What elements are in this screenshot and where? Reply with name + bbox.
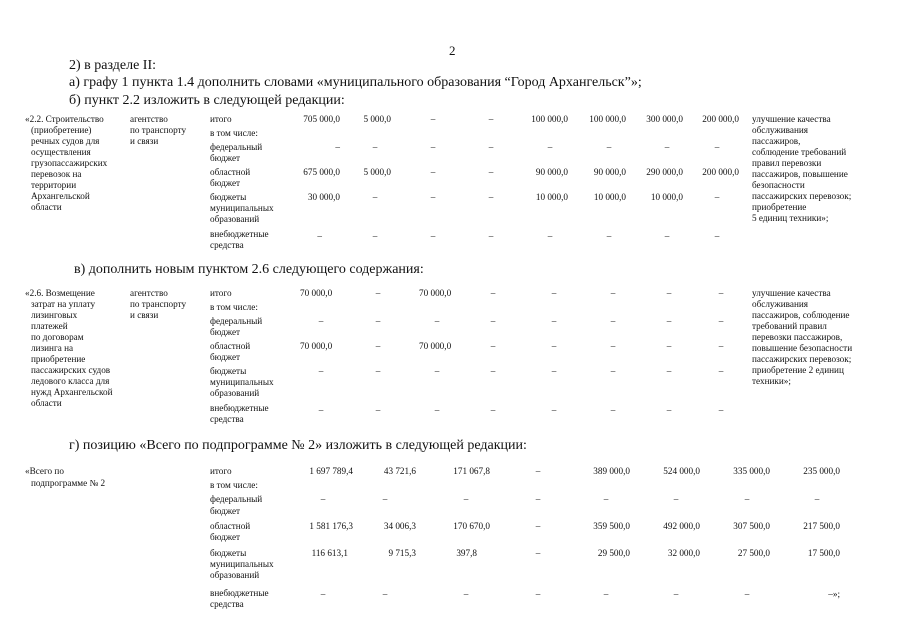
table-cell: – — [714, 192, 720, 202]
result-line: пассажирских перевозок; — [752, 354, 852, 364]
table-cell: – — [434, 405, 440, 415]
table-cell: 307 500,0 — [733, 521, 770, 531]
source-regional: бюджет — [210, 178, 241, 188]
table-cell: – — [430, 114, 436, 124]
source-extrabudget: внебюджетные — [210, 588, 269, 598]
table-cell: 70 000,0 — [419, 341, 452, 351]
table-cell: – — [490, 366, 496, 376]
source-federal: федеральный — [210, 494, 263, 504]
heading-section-2: 2) в разделе II: — [69, 58, 157, 73]
table-cell: 359 500,0 — [593, 521, 630, 531]
source-regional: бюджет — [210, 352, 241, 362]
table-cell: 9 715,3 — [388, 548, 416, 558]
item-name-line: платежей — [31, 321, 68, 331]
table-cell: – — [488, 142, 494, 152]
table-cell: 17 500,0 — [807, 548, 840, 558]
table-cell: – — [666, 316, 672, 326]
table-cell: – — [610, 366, 616, 376]
table-cell: – — [610, 341, 616, 351]
table-cell: 32 000,0 — [667, 548, 700, 558]
table-cell: – — [666, 288, 672, 298]
source-federal: бюджет — [210, 153, 241, 163]
table-cell: – — [372, 142, 378, 152]
table-cell: – — [718, 341, 724, 351]
table-cell: 524 000,0 — [663, 466, 700, 476]
source-municipal: муниципальных — [210, 377, 274, 387]
result-line: повышение безопасности — [752, 343, 853, 353]
table-cell: – — [714, 231, 720, 241]
source-regional: областной — [210, 521, 251, 531]
source-extrabudget: внебюджетные — [210, 403, 269, 413]
table-cell: – — [714, 142, 720, 152]
result-line: техники»; — [752, 376, 791, 386]
table-cell: – — [551, 316, 557, 326]
source-extrabudget: внебюджетные — [210, 229, 269, 239]
table-cell: – — [718, 316, 724, 326]
source-municipal: образований — [210, 570, 260, 580]
page-number: 2 — [449, 43, 456, 58]
table-cell: – — [375, 366, 381, 376]
item-name-line: (приобретение) — [31, 125, 92, 135]
item-name-line: «2.2. Строительство — [25, 114, 104, 124]
source-municipal: образований — [210, 214, 260, 224]
table-cell: – — [744, 494, 750, 504]
table-cell: 34 006,3 — [383, 521, 416, 531]
table-cell: – — [718, 405, 724, 415]
source-itogo: итого — [210, 288, 232, 298]
item-name-line: Архангельской — [31, 191, 90, 201]
table-cell: 217 500,0 — [803, 521, 840, 531]
table-cell: – — [814, 494, 820, 504]
executor-line: по транспорту — [130, 299, 187, 309]
source-extrabudget: средства — [210, 599, 244, 609]
item-name-line: «2.6. Возмещение — [25, 288, 95, 298]
source-municipal: муниципальных — [210, 559, 274, 569]
result-line: пассажирских перевозок; — [752, 191, 852, 201]
table-cell: – — [551, 366, 557, 376]
source-itogo: итого — [210, 114, 232, 124]
table-cell: – — [664, 142, 670, 152]
source-federal: бюджет — [210, 506, 241, 516]
source-itogo: итого — [210, 466, 232, 476]
table-cell: – — [382, 589, 388, 599]
item-name-line: «Всего по — [25, 466, 64, 476]
table-cell: – — [372, 231, 378, 241]
table-cell: 235 000,0 — [803, 466, 840, 476]
result-line: правил перевозки — [752, 158, 822, 168]
table-cell: 90 000,0 — [535, 167, 568, 177]
table-cell: – — [430, 167, 436, 177]
table-cell: 5 000,0 — [363, 167, 391, 177]
table-cell: 1 581 176,3 — [309, 521, 353, 531]
item-name-line: области — [31, 398, 62, 408]
table-cell: – — [430, 142, 436, 152]
table-cell: – — [490, 341, 496, 351]
table-cell: – — [430, 231, 436, 241]
source-municipal: образований — [210, 388, 260, 398]
table-cell: 100 000,0 — [589, 114, 626, 124]
table-cell: – — [610, 316, 616, 326]
result-line: пассажиров, повышение — [752, 169, 848, 179]
table-cell: – — [434, 366, 440, 376]
table-cell: 27 500,0 — [737, 548, 770, 558]
result-line: пассажиров, — [752, 136, 801, 146]
table-cell: – — [463, 589, 469, 599]
table-cell: – — [744, 589, 750, 599]
source-regional: бюджет — [210, 532, 241, 542]
table-cell: – — [535, 494, 541, 504]
table-cell: – — [488, 231, 494, 241]
table-cell: 389 000,0 — [593, 466, 630, 476]
table-cell: – — [551, 405, 557, 415]
table-cell: – — [535, 589, 541, 599]
item-name-line: нужд Архангельской — [31, 387, 113, 397]
executor-line: агентство — [130, 288, 168, 298]
table-cell: – — [535, 521, 541, 531]
item-name-line: пассажирских судов — [31, 365, 111, 375]
result-line: улучшение качества — [752, 288, 831, 298]
table-cell: – — [488, 167, 494, 177]
result-line: приобретение 2 единиц — [752, 365, 844, 375]
table-cell: 10 000,0 — [535, 192, 568, 202]
heading-item-v: в) дополнить новым пунктом 2.6 следующего содержания: — [74, 262, 424, 277]
table-cell: 100 000,0 — [531, 114, 568, 124]
executor-line: агентство — [130, 114, 168, 124]
table-cell: 200 000,0 — [702, 114, 739, 124]
table-cell: 397,8 — [456, 548, 477, 558]
executor-line: и связи — [130, 136, 159, 146]
table-cell: 30 000,0 — [307, 192, 340, 202]
table-cell: – — [535, 548, 541, 558]
table-cell: – — [375, 316, 381, 326]
item-name-line: грузопассажирских — [31, 158, 108, 168]
table-cell: 10 000,0 — [593, 192, 626, 202]
table-cell: – — [603, 494, 609, 504]
table-cell: – — [490, 405, 496, 415]
table-cell: 170 670,0 — [453, 521, 490, 531]
table-cell: 1 697 789,4 — [309, 466, 353, 476]
table-cell: – — [372, 192, 378, 202]
table-cell: – — [320, 589, 326, 599]
item-name-line: территории — [31, 180, 77, 190]
source-incl: в том числе: — [210, 128, 258, 138]
item-name-line: ледового класса для — [31, 376, 110, 386]
item-name-line: подпрограмме № 2 — [31, 478, 106, 488]
table-cell: 70 000,0 — [300, 341, 333, 351]
table-cell: – — [547, 142, 553, 152]
table-cell: – — [434, 316, 440, 326]
table-cell: 705 000,0 — [303, 114, 340, 124]
table-cell: – — [375, 341, 381, 351]
table-cell: 29 500,0 — [597, 548, 630, 558]
result-line: 5 единиц техники»; — [752, 213, 829, 223]
result-line: пассажиров, соблюдение — [752, 310, 850, 320]
result-line: обслуживания — [752, 299, 809, 309]
table-cell: – — [335, 142, 340, 152]
table-cell: – — [535, 466, 541, 476]
table-cell: 492 000,0 — [663, 521, 700, 531]
table-cell: – — [718, 288, 724, 298]
item-name-line: лизинга на — [31, 343, 74, 353]
table-cell: 116 613,1 — [311, 548, 348, 558]
table-cell: – — [488, 114, 494, 124]
table-cell: – — [664, 231, 670, 241]
source-municipal: бюджеты — [210, 548, 247, 558]
executor-line: и связи — [130, 310, 159, 320]
item-name-line: области — [31, 202, 62, 212]
item-name-line: перевозок на — [31, 169, 82, 179]
table-cell: – — [547, 231, 553, 241]
source-extrabudget: средства — [210, 240, 244, 250]
item-name-line: по договорам — [31, 332, 84, 342]
item-name-line: лизинговых — [31, 310, 78, 320]
table-cell: 335 000,0 — [733, 466, 770, 476]
source-incl: в том числе: — [210, 480, 258, 490]
table-cell: 5 000,0 — [363, 114, 391, 124]
table-cell: – — [490, 288, 496, 298]
table-cell: 70 000,0 — [300, 288, 333, 298]
source-federal: федеральный — [210, 316, 263, 326]
table-cell: 300 000,0 — [646, 114, 683, 124]
result-line: соблюдение требований — [752, 147, 847, 157]
result-line: безопасности — [752, 180, 805, 190]
result-line: приобретение — [752, 202, 807, 212]
table-cell: – — [666, 405, 672, 415]
table-cell: – — [551, 288, 557, 298]
result-line: улучшение качества — [752, 114, 831, 124]
result-line: перевозки пассажиров, — [752, 332, 843, 342]
table-cell: – — [673, 589, 679, 599]
table-cell: 675 000,0 — [303, 167, 340, 177]
table-cell: – — [382, 494, 388, 504]
table-cell: 70 000,0 — [419, 288, 452, 298]
result-line: требований правил — [752, 321, 827, 331]
source-regional: областной — [210, 341, 251, 351]
heading-item-g: г) позицию «Всего по подпрограмме № 2» изложить в следующей редакции: — [69, 438, 527, 453]
table-cell: – — [666, 341, 672, 351]
source-regional: областной — [210, 167, 251, 177]
table-cell: – — [551, 341, 557, 351]
table-cell: – — [320, 494, 326, 504]
source-federal: бюджет — [210, 327, 241, 337]
source-municipal: бюджеты — [210, 192, 247, 202]
table-cell: 171 067,8 — [453, 466, 490, 476]
table-cell: – — [603, 589, 609, 599]
source-extrabudget: средства — [210, 414, 244, 424]
table-cell: – — [317, 231, 322, 241]
table-cell: – — [318, 405, 324, 415]
item-name-line: приобретение — [31, 354, 86, 364]
heading-item-b: б) пункт 2.2 изложить в следующей редакции: — [69, 93, 345, 108]
source-incl: в том числе: — [210, 302, 258, 312]
table-cell: – — [666, 366, 672, 376]
source-municipal: бюджеты — [210, 366, 247, 376]
item-name-line: затрат на уплату — [31, 299, 96, 309]
table-cell: 200 000,0 — [702, 167, 739, 177]
table-cell: – — [606, 142, 612, 152]
heading-item-a: а) графу 1 пункта 1.4 дополнить словами «муниципального образования “Город Архангельск”»; — [69, 75, 642, 90]
table-cell: – — [718, 366, 724, 376]
table-cell: – — [430, 192, 436, 202]
table-cell: – — [463, 494, 469, 504]
table-cell: 290 000,0 — [646, 167, 683, 177]
table-cell: – — [610, 405, 616, 415]
table-cell: – — [610, 288, 616, 298]
table-cell: – — [318, 366, 324, 376]
table-cell: – — [375, 405, 381, 415]
table-cell: – — [375, 288, 381, 298]
source-federal: федеральный — [210, 142, 263, 152]
table-cell: 90 000,0 — [593, 167, 626, 177]
item-name-line: осуществления — [31, 147, 91, 157]
table-cell: 43 721,6 — [383, 466, 416, 476]
table-cell: – — [488, 192, 494, 202]
source-municipal: муниципальных — [210, 203, 274, 213]
table-cell: – — [673, 494, 679, 504]
table-cell: 10 000,0 — [650, 192, 683, 202]
table-cell: – — [318, 316, 324, 326]
table-cell: – — [606, 231, 612, 241]
table-cell: –»; — [828, 589, 840, 599]
executor-line: по транспорту — [130, 125, 187, 135]
item-name-line: речных судов для — [31, 136, 100, 146]
result-line: обслуживания — [752, 125, 809, 135]
table-cell: – — [490, 316, 496, 326]
